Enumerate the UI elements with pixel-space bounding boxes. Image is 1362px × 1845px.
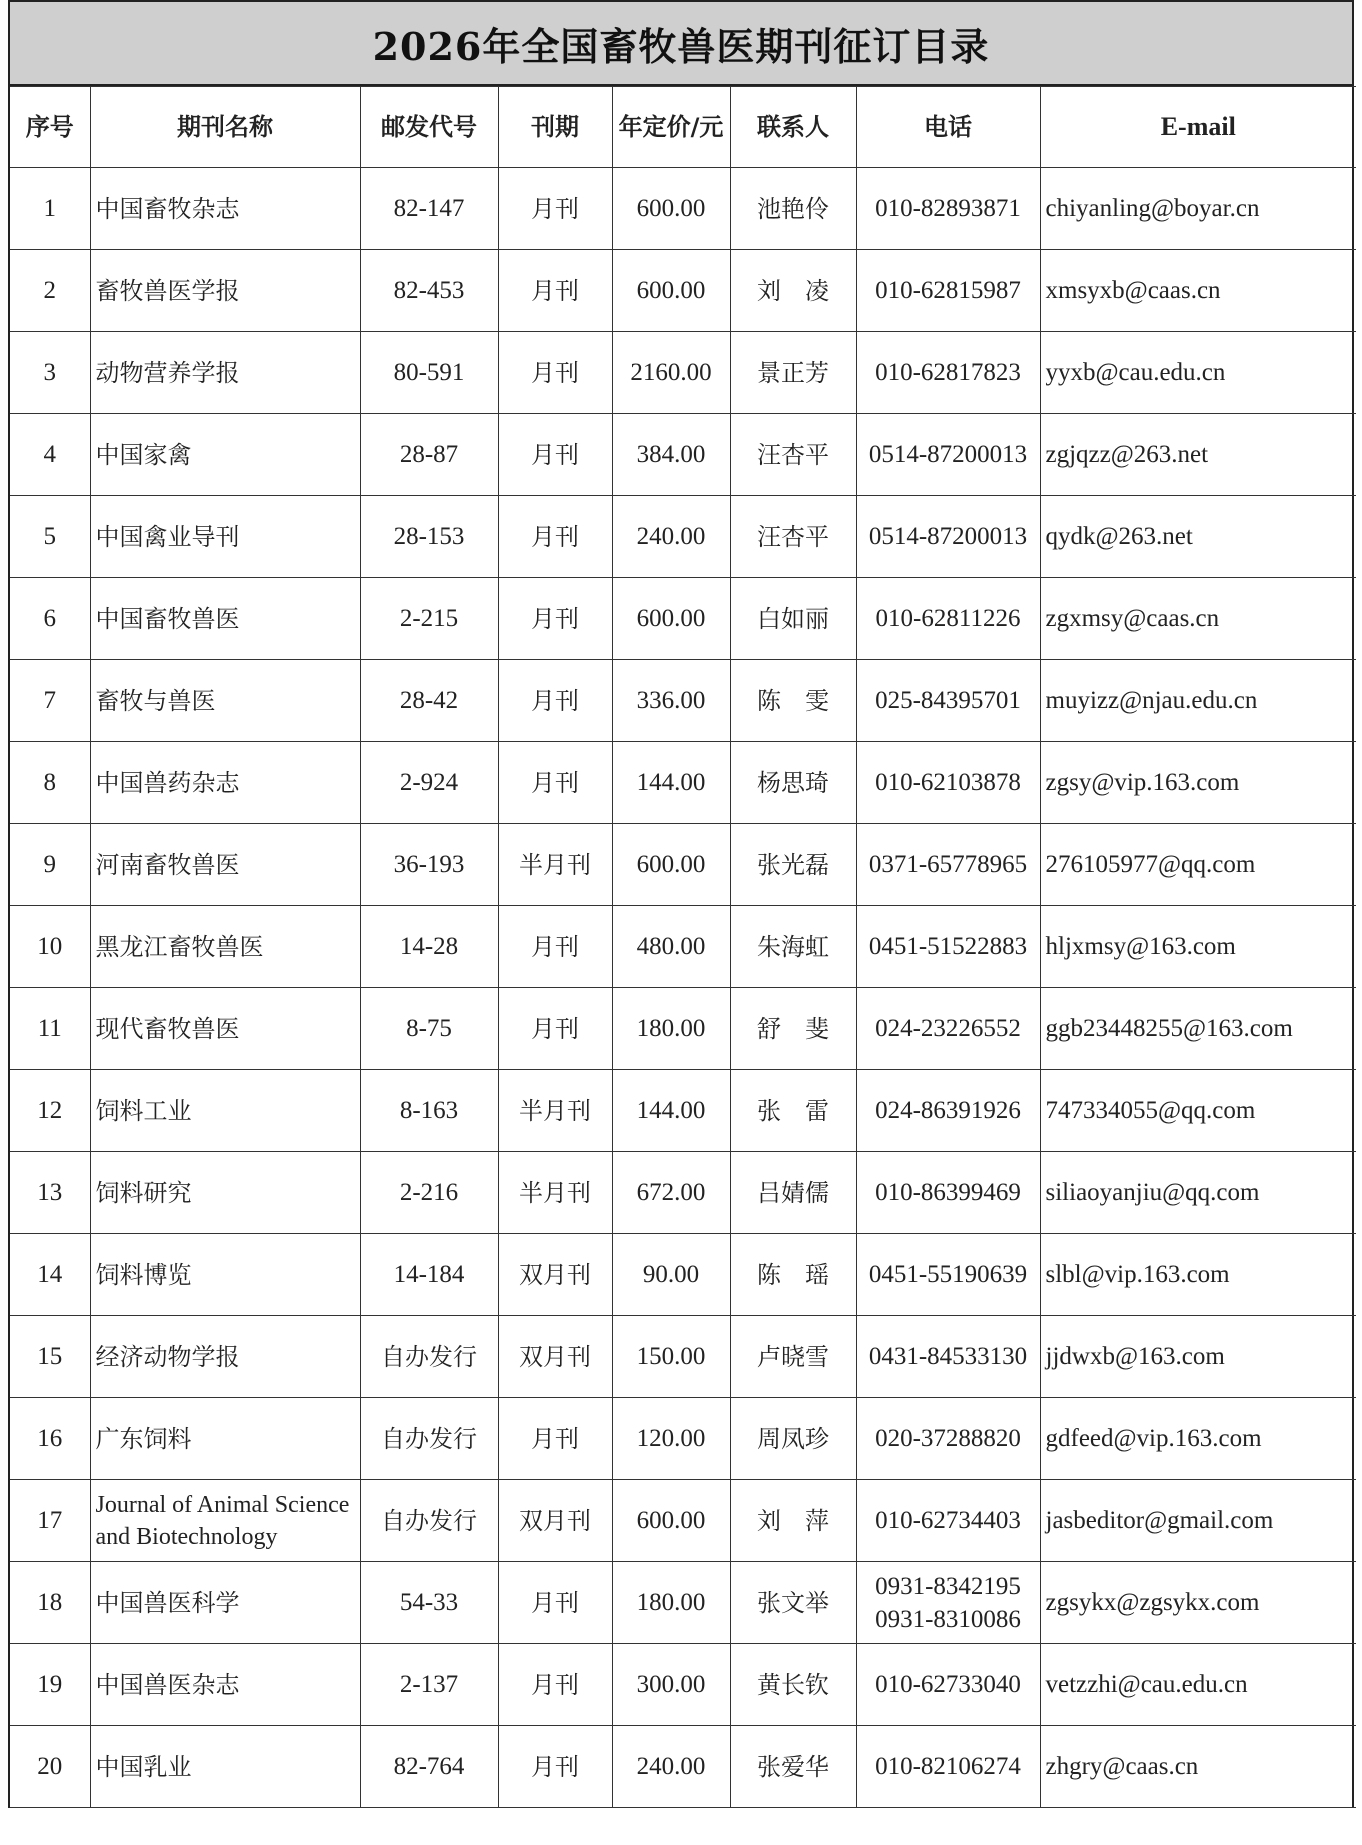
cell-contact: 吕婧儒 — [730, 1152, 856, 1234]
cell-price: 240.00 — [612, 496, 730, 578]
cell-email[interactable]: muyizz@njau.edu.cn — [1040, 660, 1356, 742]
cell-price: 300.00 — [612, 1644, 730, 1726]
cell-postal-code: 54-33 — [360, 1562, 498, 1644]
cell-price: 2160.00 — [612, 332, 730, 414]
cell-no: 19 — [10, 1644, 90, 1726]
cell-frequency: 月刊 — [498, 1398, 612, 1480]
cell-phone: 010-62103878 — [856, 742, 1040, 824]
cell-no: 4 — [10, 414, 90, 496]
cell-frequency: 月刊 — [498, 496, 612, 578]
table-row — [10, 1234, 1356, 1316]
cell-no: 17 — [10, 1480, 90, 1562]
table-row — [10, 742, 1356, 824]
cell-no: 9 — [10, 824, 90, 906]
cell-phone: 0451-55190639 — [856, 1234, 1040, 1316]
cell-no: 10 — [10, 906, 90, 988]
header-code: 邮发代号 — [360, 87, 498, 168]
cell-contact: 张爱华 — [730, 1726, 856, 1808]
cell-frequency: 月刊 — [498, 168, 612, 250]
cell-price: 600.00 — [612, 1480, 730, 1562]
cell-journal-name: 中国畜牧兽医 — [90, 578, 360, 660]
cell-email[interactable]: ggb23448255@163.com — [1040, 988, 1356, 1070]
cell-postal-code: 8-163 — [360, 1070, 498, 1152]
cell-journal-name: 黑龙江畜牧兽医 — [90, 906, 360, 988]
cell-email[interactable]: qydk@263.net — [1040, 496, 1356, 578]
table-row — [10, 332, 1356, 414]
cell-journal-name: 广东饲料 — [90, 1398, 360, 1480]
table-row — [10, 496, 1356, 578]
cell-price: 150.00 — [612, 1316, 730, 1398]
cell-no: 2 — [10, 250, 90, 332]
header-phone: 电话 — [856, 87, 1040, 168]
cell-phone — [856, 1562, 1040, 1644]
cell-phone: 025-84395701 — [856, 660, 1040, 742]
cell-journal-name: 饲料博览 — [90, 1234, 360, 1316]
table-row — [10, 1316, 1356, 1398]
cell-postal-code: 82-764 — [360, 1726, 498, 1808]
cell-frequency: 月刊 — [498, 660, 612, 742]
journal-table — [10, 86, 1356, 1808]
cell-email[interactable]: zhgry@caas.cn — [1040, 1726, 1356, 1808]
cell-no: 13 — [10, 1152, 90, 1234]
cell-contact: 黄长钦 — [730, 1644, 856, 1726]
cell-no: 15 — [10, 1316, 90, 1398]
cell-postal-code: 8-75 — [360, 988, 498, 1070]
cell-journal-name: 中国乳业 — [90, 1726, 360, 1808]
cell-postal-code: 自办发行 — [360, 1480, 498, 1562]
cell-email[interactable]: zgsy@vip.163.com — [1040, 742, 1356, 824]
phone-line: 0931-8342195 — [875, 1572, 1021, 1600]
header-contact: 联系人 — [730, 87, 856, 168]
cell-email[interactable]: 747334055@qq.com — [1040, 1070, 1356, 1152]
cell-phone: 0451-51522883 — [856, 906, 1040, 988]
cell-postal-code: 自办发行 — [360, 1316, 498, 1398]
cell-price: 90.00 — [612, 1234, 730, 1316]
cell-postal-code: 36-193 — [360, 824, 498, 906]
cell-no: 12 — [10, 1070, 90, 1152]
cell-no: 18 — [10, 1562, 90, 1644]
cell-email[interactable]: siliaoyanjiu@qq.com — [1040, 1152, 1356, 1234]
cell-email[interactable]: zgjqzz@263.net — [1040, 414, 1356, 496]
table-row — [10, 1644, 1356, 1726]
cell-contact: 白如丽 — [730, 578, 856, 660]
table-row — [10, 578, 1356, 660]
cell-postal-code: 2-216 — [360, 1152, 498, 1234]
cell-phone: 010-62811226 — [856, 578, 1040, 660]
cell-price: 600.00 — [612, 250, 730, 332]
cell-phone: 010-82106274 — [856, 1726, 1040, 1808]
cell-phone: 010-62817823 — [856, 332, 1040, 414]
header-email: E-mail — [1040, 87, 1356, 168]
table-header-row — [10, 87, 1356, 168]
cell-phone: 0514-87200013 — [856, 496, 1040, 578]
cell-journal-name: 中国兽药杂志 — [90, 742, 360, 824]
cell-journal-name: 中国家禽 — [90, 414, 360, 496]
cell-contact: 陈 瑶 — [730, 1234, 856, 1316]
cell-journal-name: 中国畜牧杂志 — [90, 168, 360, 250]
cell-journal-name: 中国兽医科学 — [90, 1562, 360, 1644]
cell-frequency: 半月刊 — [498, 1152, 612, 1234]
cell-journal-name: 河南畜牧兽医 — [90, 824, 360, 906]
cell-no: 3 — [10, 332, 90, 414]
cell-postal-code: 14-184 — [360, 1234, 498, 1316]
cell-postal-code: 2-137 — [360, 1644, 498, 1726]
cell-contact: 杨思琦 — [730, 742, 856, 824]
cell-postal-code: 28-87 — [360, 414, 498, 496]
cell-no: 7 — [10, 660, 90, 742]
cell-journal-name: 畜牧兽医学报 — [90, 250, 360, 332]
cell-email[interactable]: jjdwxb@163.com — [1040, 1316, 1356, 1398]
cell-no: 16 — [10, 1398, 90, 1480]
cell-journal-name: 饲料研究 — [90, 1152, 360, 1234]
cell-price: 144.00 — [612, 1070, 730, 1152]
cell-no: 11 — [10, 988, 90, 1070]
cell-email[interactable]: chiyanling@boyar.cn — [1040, 168, 1356, 250]
cell-contact: 张文举 — [730, 1562, 856, 1644]
cell-price: 240.00 — [612, 1726, 730, 1808]
phone-line: 0931-8310086 — [875, 1605, 1021, 1633]
cell-frequency: 半月刊 — [498, 824, 612, 906]
cell-email[interactable]: zgxmsy@caas.cn — [1040, 578, 1356, 660]
cell-contact: 朱海虹 — [730, 906, 856, 988]
cell-phone: 010-62734403 — [856, 1480, 1040, 1562]
table-row — [10, 1152, 1356, 1234]
cell-frequency: 月刊 — [498, 906, 612, 988]
cell-postal-code: 28-42 — [360, 660, 498, 742]
cell-no: 1 — [10, 168, 90, 250]
cell-journal-name: 现代畜牧兽医 — [90, 988, 360, 1070]
cell-frequency: 月刊 — [498, 988, 612, 1070]
cell-price: 144.00 — [612, 742, 730, 824]
cell-phone: 024-86391926 — [856, 1070, 1040, 1152]
table-row — [10, 1070, 1356, 1152]
header-name: 期刊名称 — [90, 87, 360, 168]
cell-no: 14 — [10, 1234, 90, 1316]
cell-frequency: 月刊 — [498, 742, 612, 824]
cell-frequency: 双月刊 — [498, 1316, 612, 1398]
cell-price: 600.00 — [612, 824, 730, 906]
cell-contact: 周凤珍 — [730, 1398, 856, 1480]
cell-contact: 张光磊 — [730, 824, 856, 906]
table-row — [10, 168, 1356, 250]
cell-frequency: 月刊 — [498, 250, 612, 332]
cell-phone: 024-23226552 — [856, 988, 1040, 1070]
table-row — [10, 1562, 1356, 1644]
cell-price: 336.00 — [612, 660, 730, 742]
cell-postal-code: 2-924 — [360, 742, 498, 824]
cell-contact: 刘 萍 — [730, 1480, 856, 1562]
cell-phone: 010-82893871 — [856, 168, 1040, 250]
cell-postal-code: 82-147 — [360, 168, 498, 250]
cell-frequency: 月刊 — [498, 578, 612, 660]
cell-frequency: 双月刊 — [498, 1234, 612, 1316]
cell-journal-name: 中国禽业导刊 — [90, 496, 360, 578]
cell-email[interactable]: yyxb@cau.edu.cn — [1040, 332, 1356, 414]
cell-email[interactable]: slbl@vip.163.com — [1040, 1234, 1356, 1316]
cell-email[interactable]: jasbeditor@gmail.com — [1040, 1480, 1356, 1562]
cell-contact: 卢晓雪 — [730, 1316, 856, 1398]
cell-contact: 陈 雯 — [730, 660, 856, 742]
cell-price: 120.00 — [612, 1398, 730, 1480]
table-row — [10, 906, 1356, 988]
table-row — [10, 1480, 1356, 1562]
cell-frequency: 月刊 — [498, 1644, 612, 1726]
cell-frequency: 月刊 — [498, 414, 612, 496]
cell-no: 20 — [10, 1726, 90, 1808]
cell-phone: 0514-87200013 — [856, 414, 1040, 496]
cell-phone: 0431-84533130 — [856, 1316, 1040, 1398]
cell-phone: 010-86399469 — [856, 1152, 1040, 1234]
cell-postal-code: 82-453 — [360, 250, 498, 332]
cell-frequency: 月刊 — [498, 1726, 612, 1808]
cell-price: 180.00 — [612, 988, 730, 1070]
cell-contact: 池艳伶 — [730, 168, 856, 250]
cell-price: 480.00 — [612, 906, 730, 988]
cell-email[interactable]: 276105977@qq.com — [1040, 824, 1356, 906]
cell-no: 8 — [10, 742, 90, 824]
cell-journal-name: 动物营养学报 — [90, 332, 360, 414]
cell-email[interactable]: hljxmsy@163.com — [1040, 906, 1356, 988]
cell-frequency: 半月刊 — [498, 1070, 612, 1152]
table-row — [10, 660, 1356, 742]
cell-email[interactable]: vetzzhi@cau.edu.cn — [1040, 1644, 1356, 1726]
cell-phone: 010-62733040 — [856, 1644, 1040, 1726]
cell-contact: 汪杏平 — [730, 496, 856, 578]
cell-contact: 张 雷 — [730, 1070, 856, 1152]
cell-price: 672.00 — [612, 1152, 730, 1234]
cell-price: 600.00 — [612, 578, 730, 660]
header-frequency: 刊期 — [498, 87, 612, 168]
cell-price: 180.00 — [612, 1562, 730, 1644]
cell-journal-name: Journal of Animal Science and Biotechnology — [90, 1480, 360, 1562]
cell-phone: 0371-65778965 — [856, 824, 1040, 906]
cell-journal-name: 畜牧与兽医 — [90, 660, 360, 742]
cell-email[interactable]: gdfeed@vip.163.com — [1040, 1398, 1356, 1480]
cell-postal-code: 2-215 — [360, 578, 498, 660]
table-row — [10, 414, 1356, 496]
cell-phone: 010-62815987 — [856, 250, 1040, 332]
cell-no: 5 — [10, 496, 90, 578]
cell-contact: 刘 凌 — [730, 250, 856, 332]
header-price: 年定价/元 — [612, 87, 730, 168]
cell-frequency: 双月刊 — [498, 1480, 612, 1562]
table-row — [10, 250, 1356, 332]
cell-journal-name: 经济动物学报 — [90, 1316, 360, 1398]
cell-journal-name: 中国兽医杂志 — [90, 1644, 360, 1726]
cell-email[interactable]: zgsykx@zgsykx.com — [1040, 1562, 1356, 1644]
table-row — [10, 1726, 1356, 1808]
table-row — [10, 988, 1356, 1070]
cell-postal-code: 80-591 — [360, 332, 498, 414]
table-row — [10, 1398, 1356, 1480]
page-title: 2026年全国畜牧兽医期刊征订目录 — [10, 0, 1352, 86]
cell-frequency: 月刊 — [498, 332, 612, 414]
cell-price: 600.00 — [612, 168, 730, 250]
cell-contact: 舒 斐 — [730, 988, 856, 1070]
cell-postal-code: 14-28 — [360, 906, 498, 988]
cell-no: 6 — [10, 578, 90, 660]
cell-contact: 景正芳 — [730, 332, 856, 414]
catalog-sheet — [8, 0, 1354, 1808]
cell-email[interactable]: xmsyxb@caas.cn — [1040, 250, 1356, 332]
cell-price: 384.00 — [612, 414, 730, 496]
header-no: 序号 — [10, 87, 90, 168]
cell-postal-code: 28-153 — [360, 496, 498, 578]
cell-contact: 汪杏平 — [730, 414, 856, 496]
cell-phone: 020-37288820 — [856, 1398, 1040, 1480]
cell-postal-code: 自办发行 — [360, 1398, 498, 1480]
table-row — [10, 824, 1356, 906]
cell-frequency: 月刊 — [498, 1562, 612, 1644]
cell-journal-name: 饲料工业 — [90, 1070, 360, 1152]
